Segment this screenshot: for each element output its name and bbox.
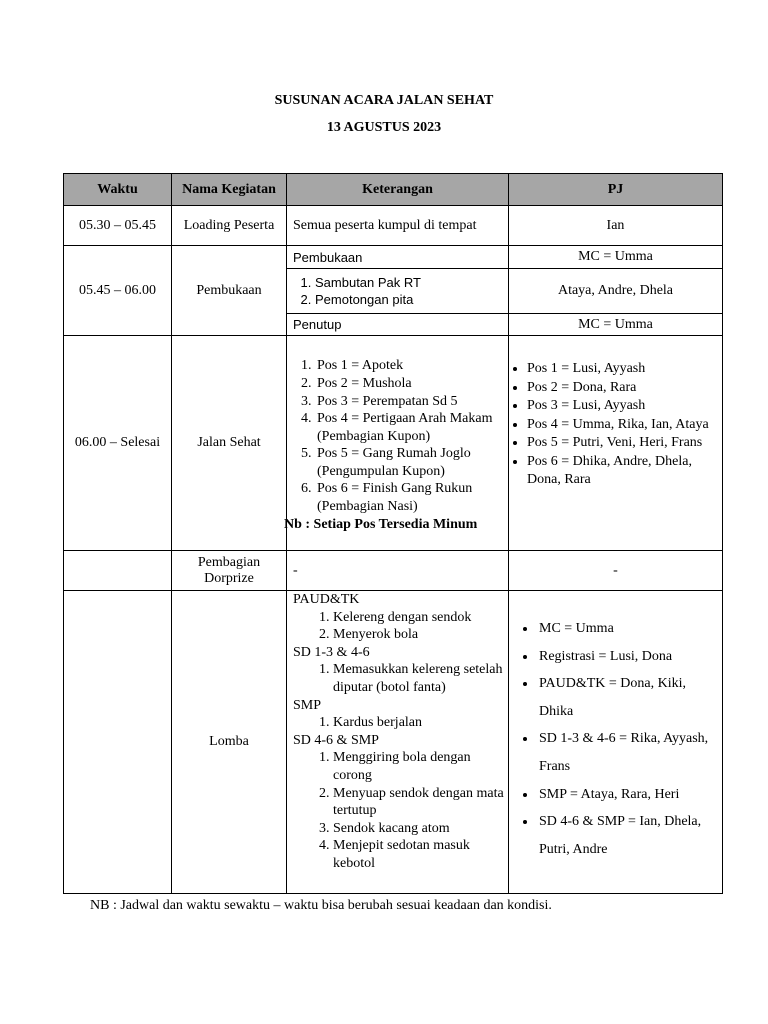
header-nama-kegiatan: Nama Kegiatan: [172, 174, 287, 206]
cell-keterangan: Pembukaan: [287, 246, 509, 269]
lomba-list: [287, 749, 508, 872]
header-pj: PJ: [509, 174, 723, 206]
list-item: 6. Pos 6 = Finish Gang Rukun (Pembagian Nasi): [315, 480, 508, 515]
pos-list: [287, 357, 508, 515]
header-keterangan: Keterangan: [287, 174, 509, 206]
list-item: • SD 4-6 & SMP = Ian, Dhela, Putri, Andre: [537, 808, 722, 863]
cell-waktu: 06.00 – Selesai: [64, 336, 172, 551]
category-label: SMP: [293, 697, 322, 713]
cell-keterangan: Semua peserta kumpul di tempat: [287, 206, 509, 246]
list-item: 3. Sendok kacang atom: [333, 820, 508, 838]
list-item: • SMP = Ataya, Rara, Heri: [537, 781, 722, 809]
list-item: 1. Sambutan Pak RT: [315, 274, 508, 291]
list-item: • Pos 1 = Lusi, Ayyash: [527, 360, 722, 379]
cell-keterangan: [284, 336, 509, 551]
cell-waktu: 05.45 – 06.00: [64, 246, 172, 336]
list-item: • Registrasi = Lusi, Dona: [537, 643, 722, 671]
list-item: 1. Pos 1 = Apotek: [315, 357, 508, 375]
list-item: • Pos 5 = Putri, Veni, Heri, Frans: [527, 434, 722, 453]
cell-kegiatan: Pembukaan: [172, 246, 287, 336]
header-waktu: Waktu: [64, 174, 172, 206]
cell-waktu: [64, 551, 172, 591]
list-item: 4. Menjepit sedotan masuk kebotol: [333, 837, 508, 872]
list-item: 1. Kelereng dengan sendok: [333, 609, 508, 627]
cell-kegiatan: Pembagian Dorprize: [172, 551, 287, 591]
list-item: 2. Menyuap sendok dengan mata tertutup: [333, 785, 508, 820]
lomba-pj-list: [509, 615, 722, 863]
list-item: 2. Pemotongan pita: [315, 291, 508, 308]
cell-kegiatan: Jalan Sehat: [172, 336, 287, 551]
lomba-list: [287, 661, 508, 696]
document-date: 13 AGUSTUS 2023: [326, 120, 442, 135]
cell-pj: [509, 591, 723, 894]
cell-pj: Ataya, Andre, Dhela: [509, 269, 723, 314]
table-row: [64, 336, 723, 551]
document-title: SUSUNAN ACARA JALAN SEHAT: [274, 93, 494, 108]
pembukaan-list: [287, 274, 508, 308]
cell-waktu: [64, 591, 172, 894]
list-item: 1. Kardus berjalan: [333, 714, 508, 732]
category-label: PAUD&TK: [293, 592, 360, 607]
list-item: • Pos 2 = Dona, Rara: [527, 379, 722, 398]
cell-pj: [509, 336, 723, 551]
list-item: 3. Pos 3 = Perempatan Sd 5: [315, 393, 508, 411]
list-item: 4. Pos 4 = Pertigaan Arah Makam (Pembagian Kupon): [315, 410, 508, 445]
table-row: [64, 551, 723, 591]
schedule-table: [63, 173, 723, 894]
footnote: NB : Jadwal dan waktu sewaktu – waktu bisa berubah sesuai keadaan dan kondisi.: [90, 898, 552, 913]
category-label: SD 4-6 & SMP: [293, 732, 379, 748]
cell-keterangan: [287, 591, 509, 894]
cell-kegiatan: Loading Peserta: [172, 206, 287, 246]
cell-keterangan: Penutup: [287, 314, 509, 336]
nb-note: Nb : Setiap Pos Tersedia Minum: [284, 516, 478, 532]
list-item: 5. Pos 5 = Gang Rumah Joglo (Pengumpulan Kupon): [315, 445, 508, 480]
cell-keterangan: [287, 269, 509, 314]
list-item: • MC = Umma: [537, 615, 722, 643]
cell-waktu: 05.30 – 05.45: [64, 206, 172, 246]
list-item: • Pos 6 = Dhika, Andre, Dhela, Dona, Rara: [527, 453, 722, 490]
lomba-list: [287, 609, 508, 644]
cell-pj: MC = Umma: [509, 314, 723, 336]
header-row: [64, 174, 723, 206]
list-item: • Pos 4 = Umma, Rika, Ian, Ataya: [527, 416, 722, 435]
pos-pj-list: [509, 360, 722, 490]
table-row: [64, 206, 723, 246]
cell-kegiatan: Lomba: [172, 591, 287, 894]
list-item: 1. Memasukkan kelereng setelah diputar (botol fanta): [333, 661, 508, 696]
cell-pj: Ian: [509, 206, 723, 246]
cell-pj: MC = Umma: [509, 246, 723, 269]
lomba-list: [287, 714, 508, 732]
list-item: 2. Menyerok bola: [333, 626, 508, 644]
cell-keterangan: -: [287, 551, 509, 591]
list-item: 2. Pos 2 = Mushola: [315, 375, 508, 393]
table-row: [64, 591, 723, 894]
table-row: [64, 246, 723, 269]
category-label: SD 1-3 & 4-6: [293, 644, 370, 660]
list-item: • PAUD&TK = Dona, Kiki, Dhika: [537, 670, 722, 725]
list-item: 1. Menggiring bola dengan corong: [333, 749, 508, 784]
cell-pj: -: [509, 551, 723, 591]
list-item: • SD 1-3 & 4-6 = Rika, Ayyash, Frans: [537, 725, 722, 780]
list-item: • Pos 3 = Lusi, Ayyash: [527, 397, 722, 416]
